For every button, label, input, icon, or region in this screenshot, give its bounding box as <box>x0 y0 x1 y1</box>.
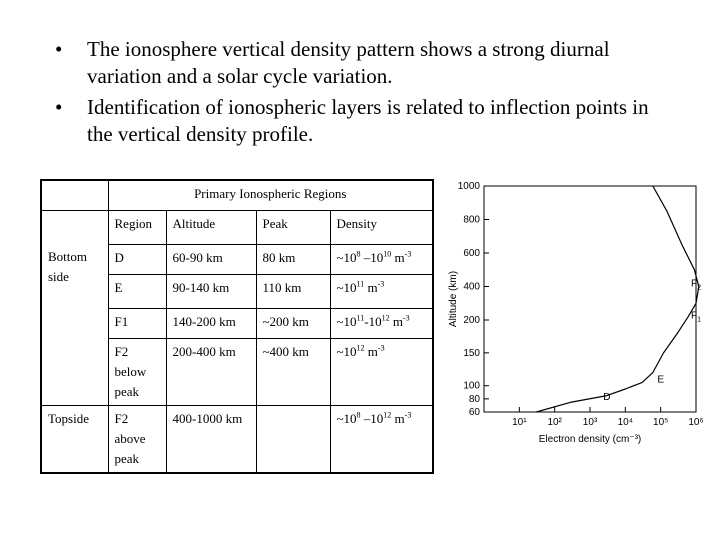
x-tick-label: 10² <box>547 417 562 428</box>
bullet-list <box>55 36 675 152</box>
cell-peak: ~400 km <box>256 338 330 405</box>
y-tick-label: 80 <box>468 393 480 405</box>
table-caption: Primary Ionospheric Regions <box>108 180 433 210</box>
x-tick-label: 10⁶ <box>688 417 704 428</box>
layer-label: E <box>657 374 665 386</box>
header-region: Region <box>108 210 166 244</box>
cell-region: D <box>108 244 166 274</box>
y-tick-label: 60 <box>468 407 480 418</box>
x-axis-label: Electron density (cm⁻³) <box>538 434 642 445</box>
cell-region: F2 above peak <box>108 405 166 473</box>
cell-altitude: 400-1000 km <box>166 405 256 473</box>
bullet-text: Identification of ionospheric layers is related to inflection points in the vertical density profile. <box>87 95 649 146</box>
cell-altitude: 140-200 km <box>166 308 256 338</box>
cell-peak: 80 km <box>256 244 330 274</box>
bullet-item <box>55 36 675 90</box>
y-tick-label: 400 <box>463 281 480 293</box>
y-tick-label: 1000 <box>457 181 480 192</box>
y-tick-label: 200 <box>463 315 480 326</box>
layer-label: $F_2$ <box>690 278 702 292</box>
x-tick-label: 10¹ <box>512 417 527 428</box>
density-profile-line <box>536 186 702 412</box>
cell-peak: ~200 km <box>256 308 330 338</box>
y-axis-label: Altitude (km) <box>448 270 459 328</box>
layer-label-subscript: 2 <box>697 284 702 292</box>
bullet-dot-icon: • <box>55 37 63 61</box>
y-tick-label: 800 <box>463 214 480 226</box>
cell-altitude: 90-140 km <box>166 274 256 308</box>
group-topside: Topside <box>41 405 108 473</box>
y-tick-label: 150 <box>463 347 480 359</box>
layer-label-subscript: 1 <box>697 316 702 324</box>
cell-peak <box>256 405 330 473</box>
cell-region: E <box>108 274 166 308</box>
cell-density: $\sim 10^{12}$ $m^{-3}$ <box>330 338 433 405</box>
cell-altitude: 200-400 km <box>166 338 256 405</box>
header-altitude: Altitude <box>166 210 256 244</box>
bullet-dot-icon: • <box>55 95 63 119</box>
empty-corner <box>41 210 108 244</box>
empty-corner <box>41 180 108 210</box>
bullet-item <box>55 94 675 148</box>
y-tick-label: 600 <box>463 248 480 259</box>
header-density: Density <box>330 210 433 244</box>
x-tick-label: 10³ <box>582 417 598 428</box>
cell-region: F1 <box>108 308 166 338</box>
cell-density: $\sim 10^{11}-10^{12}$ $m^{-3}$ <box>330 308 433 338</box>
y-tick-label: 100 <box>463 380 480 392</box>
x-tick-label: 10⁵ <box>653 417 669 428</box>
x-tick-label: 10⁴ <box>617 417 634 428</box>
cell-region: F2 below peak <box>108 338 166 405</box>
header-peak: Peak <box>256 210 330 244</box>
cell-density: $\sim 10^{11}$ $m^{-3}$ <box>330 274 433 308</box>
layer-label: D <box>603 392 611 404</box>
density-profile-chart <box>442 176 704 458</box>
regions-table <box>40 179 434 466</box>
cell-altitude: 60-90 km <box>166 244 256 274</box>
cell-density: $\sim 10^8$ $-10^{12}$ $m^{-3}$ <box>330 405 433 473</box>
bullet-text: The ionosphere vertical density pattern shows a strong diurnal variation and a solar cycle variation. <box>87 37 610 88</box>
cell-density: $\sim 10^8$ $-10^{10}$ $m^{-3}$ <box>330 244 433 274</box>
layer-label: $F_1$ <box>690 310 702 324</box>
plot-frame <box>484 186 696 412</box>
cell-peak: 110 km <box>256 274 330 308</box>
group-bottom-side: Bottom side <box>41 244 108 405</box>
